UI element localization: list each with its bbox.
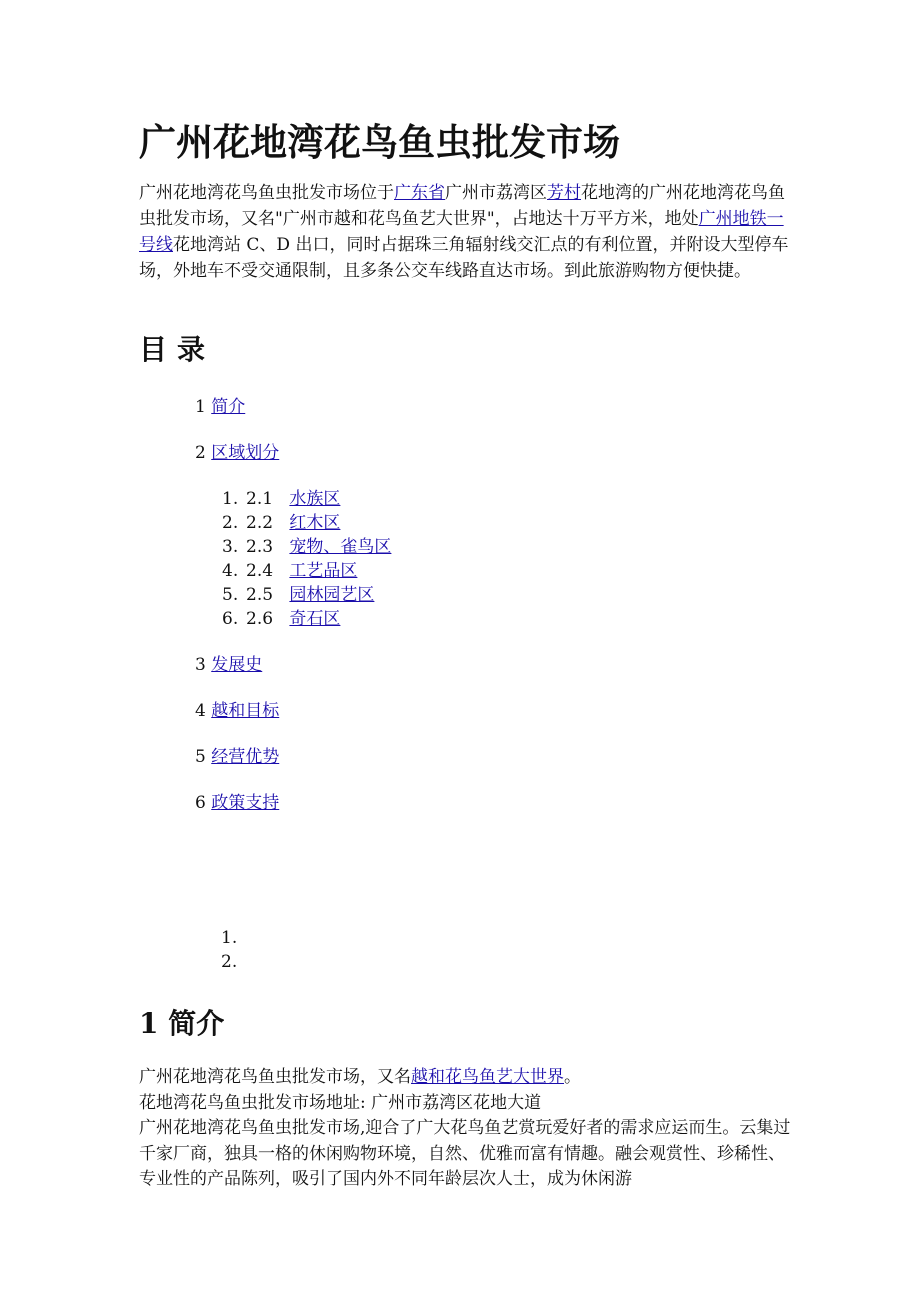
address-line: 花地湾花鸟鱼虫批发市场地址: 广州市荔湾区花地大道 <box>139 1092 542 1113</box>
toc-sub-item <box>222 556 357 581</box>
empty-list-item: 2. <box>221 952 238 972</box>
toc-sub-item <box>222 532 391 557</box>
list-number: 3. <box>222 537 239 557</box>
toc-item-policy <box>195 788 279 813</box>
link-fangcun[interactable]: 芳村 <box>547 183 581 203</box>
intro-line-1 <box>139 1065 799 1091</box>
intro-text-4: 花地湾站 C、D 出口，同时占据珠三角辐射线交汇点的有利位置，并附设大型停车场，外地车不受交通限制，且多条公交车线路直达市场。到此旅游购物方便快捷。 <box>139 235 789 281</box>
toc-link-aquarium[interactable]: 水族区 <box>289 489 341 509</box>
section-code: 2.5 <box>246 585 274 605</box>
page-title: 广州花地湾花鸟鱼虫批发市场 <box>139 120 620 164</box>
link-metro-line1[interactable]: 广州地铁一号线 <box>139 209 784 255</box>
toc-item-history <box>195 650 262 675</box>
toc-link-pets-birds[interactable]: 宠物、雀鸟区 <box>289 537 392 557</box>
toc-link-advantages[interactable]: 经营优势 <box>211 747 280 767</box>
toc-link-intro[interactable]: 简介 <box>211 397 246 417</box>
list-number: 2. <box>222 513 239 533</box>
toc-link-stones[interactable]: 奇石区 <box>289 609 341 629</box>
toc-item-goals <box>195 696 279 721</box>
toc-number: 6 <box>195 793 206 813</box>
toc-number: 4 <box>195 701 206 721</box>
toc-sub-item <box>222 580 374 605</box>
intro-text-1: 广州花地湾花鸟鱼虫批发市场位于 <box>139 183 394 203</box>
body-text: 。 <box>564 1067 581 1087</box>
toc-sub-item <box>222 484 340 509</box>
toc-item-regions <box>195 438 279 463</box>
intro-text-2: 广州市荔湾区 <box>445 183 547 203</box>
section-code: 2.2 <box>246 513 274 533</box>
empty-list-item: 1. <box>221 928 238 948</box>
section-code: 2.4 <box>246 561 274 581</box>
toc-number: 3 <box>195 655 206 675</box>
toc-link-redwood[interactable]: 红木区 <box>289 513 341 533</box>
toc-number: 2 <box>195 443 206 463</box>
toc-sub-item <box>222 604 340 629</box>
link-yuehe-world[interactable]: 越和花鸟鱼艺大世界 <box>411 1067 564 1087</box>
link-guangdong[interactable]: 广东省 <box>394 183 445 203</box>
section-code: 2.6 <box>246 609 274 629</box>
intro-paragraph <box>139 180 789 284</box>
list-number: 5. <box>222 585 239 605</box>
intro-text-3: 花地湾的广州花地湾花鸟鱼虫批发市场，又名"广州市越和花鸟鱼艺大世界"，占地达十万平方米，地处 <box>139 183 785 229</box>
section-heading-intro: 1 简介 <box>139 1007 225 1040</box>
section-code: 2.1 <box>246 489 274 509</box>
list-number: 4. <box>222 561 239 581</box>
toc-number: 5 <box>195 747 206 767</box>
list-number: 6. <box>222 609 239 629</box>
toc-title: 目录 <box>139 333 216 366</box>
description-paragraph: 广州花地湾花鸟鱼虫批发市场,迎合了广大花鸟鱼艺赏玩爱好者的需求应运而生。云集过千家厂商，独具一格的休闲购物环境，自然、优雅而富有情趣。融会观赏性、珍稀性、专业性的产品陈列，吸引了国内外不同年龄层次人士，成为休闲游 <box>139 1118 791 1189</box>
toc-link-goals[interactable]: 越和目标 <box>211 701 280 721</box>
section-code: 2.3 <box>246 537 274 557</box>
toc-link-history[interactable]: 发展史 <box>211 655 263 675</box>
toc-item-advantages <box>195 742 279 767</box>
toc-link-policy[interactable]: 政策支持 <box>211 793 280 813</box>
toc-sub-item <box>222 508 340 533</box>
toc-link-crafts[interactable]: 工艺品区 <box>289 561 358 581</box>
list-number: 1. <box>222 489 239 509</box>
toc-link-regions[interactable]: 区域划分 <box>211 443 280 463</box>
toc-number: 1 <box>195 397 206 417</box>
section-intro-body <box>139 1065 799 1193</box>
body-text: 广州花地湾花鸟鱼虫批发市场，又名 <box>139 1067 411 1087</box>
toc-link-gardening[interactable]: 园林园艺区 <box>289 585 375 605</box>
toc-item-intro <box>195 392 245 417</box>
